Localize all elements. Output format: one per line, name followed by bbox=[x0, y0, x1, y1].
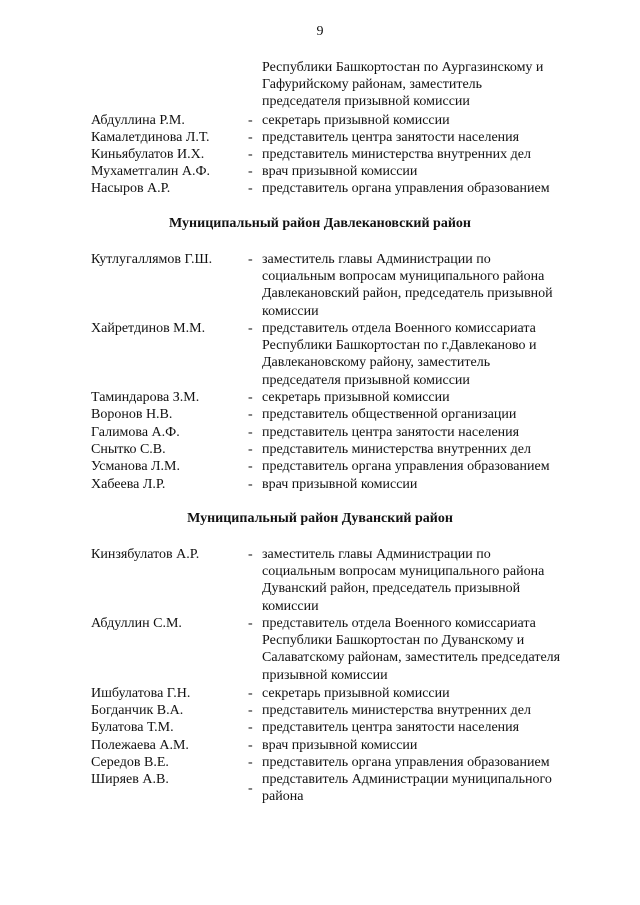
dash: - bbox=[248, 477, 253, 492]
member-name: Хайретдинов М.М. bbox=[91, 321, 206, 336]
member-name: Мухаметгалин А.Ф. bbox=[91, 164, 211, 179]
member-role: секретарь призывной комиссии bbox=[262, 113, 450, 128]
member-name: Булатова Т.М. bbox=[91, 720, 174, 735]
dash: - bbox=[248, 321, 253, 336]
member-name: Ишбулатова Г.Н. bbox=[91, 686, 191, 701]
dash: - bbox=[248, 181, 253, 196]
member-role: представитель органа управления образованием bbox=[262, 755, 550, 770]
member-role: врач призывной комиссии bbox=[262, 164, 418, 179]
member-name: Полежаева А.М. bbox=[91, 738, 189, 753]
dash: - bbox=[248, 164, 253, 179]
dash: - bbox=[248, 425, 253, 440]
member-role: врач призывной комиссии bbox=[262, 477, 418, 492]
member-name: Снытко С.В. bbox=[91, 442, 166, 457]
dash: - bbox=[248, 703, 253, 718]
member-name: Богданчик В.А. bbox=[91, 703, 184, 718]
member-role: представитель министерства внутренних дел bbox=[262, 703, 531, 718]
member-name: Абдуллина Р.М. bbox=[91, 113, 185, 128]
member-name: Середов В.Е. bbox=[91, 755, 169, 770]
dash: - bbox=[248, 113, 253, 128]
continuation-text: Республики Башкортостан по Аургазинскому и Гафурийскому районам, заместитель председателя призывной комиссии bbox=[262, 60, 544, 110]
member-role: врач призывной комиссии bbox=[262, 738, 418, 753]
section-heading-davlekanovsky: Муниципальный район Давлекановский район bbox=[169, 216, 471, 231]
member-role: представитель Администрации муниципального района bbox=[262, 772, 552, 805]
dash: - bbox=[248, 459, 253, 474]
section-heading-duvansky: Муниципальный район Дуванский район bbox=[187, 511, 453, 526]
member-role: заместитель главы Администрации по социальным вопросам муниципального района Дуванский район, председатель призывной комиссии bbox=[262, 547, 545, 614]
member-name: Хабеева Л.Р. bbox=[91, 477, 166, 492]
member-role: представитель органа управления образованием bbox=[262, 181, 550, 196]
dash: - bbox=[248, 407, 253, 422]
member-role: секретарь призывной комиссии bbox=[262, 390, 450, 405]
member-role: заместитель главы Администрации по социальным вопросам муниципального района Давлекановский район, председатель призывной комиссии bbox=[262, 252, 553, 319]
member-name: Киньябулатов И.Х. bbox=[91, 147, 205, 162]
dash: - bbox=[248, 686, 253, 701]
dash: - bbox=[248, 720, 253, 735]
member-name: Абдуллин С.М. bbox=[91, 616, 182, 631]
member-role: представитель общественной организации bbox=[262, 407, 517, 422]
dash: - bbox=[248, 442, 253, 457]
dash: - bbox=[248, 147, 253, 162]
member-role: представитель министерства внутренних дел bbox=[262, 442, 531, 457]
dash: - bbox=[248, 781, 253, 796]
member-name: Насыров А.Р. bbox=[91, 181, 171, 196]
member-name: Кинзябулатов А.Р. bbox=[91, 547, 200, 562]
member-name: Усманова Л.М. bbox=[91, 459, 180, 474]
member-name: Таминдарова З.М. bbox=[91, 390, 200, 405]
member-role: представитель отдела Военного комиссариата Республики Башкортостан по г.Давлеканово и Давлекановскому району, заместитель председателя призывной комиссии bbox=[262, 321, 537, 388]
page-number: 9 bbox=[316, 24, 324, 39]
dash: - bbox=[248, 252, 253, 267]
dash: - bbox=[248, 390, 253, 405]
dash: - bbox=[248, 755, 253, 770]
member-role: представитель органа управления образованием bbox=[262, 459, 550, 474]
member-name: Кутлугаллямов Г.Ш. bbox=[91, 252, 213, 267]
member-name: Ширяев А.В. bbox=[91, 772, 169, 787]
dash: - bbox=[248, 130, 253, 145]
dash: - bbox=[248, 547, 253, 562]
member-name: Воронов Н.В. bbox=[91, 407, 173, 422]
dash: - bbox=[248, 738, 253, 753]
member-name: Камалетдинова Л.Т. bbox=[91, 130, 210, 145]
member-role: представитель центра занятости населения bbox=[262, 130, 520, 145]
member-role: представитель центра занятости населения bbox=[262, 720, 520, 735]
member-role: представитель министерства внутренних дел bbox=[262, 147, 531, 162]
member-role: представитель центра занятости населения bbox=[262, 425, 520, 440]
member-role: представитель отдела Военного комиссариата Республики Башкортостан по Дуванскому и Салаватскому районам, заместитель председателя призывной комиссии bbox=[262, 616, 561, 683]
dash: - bbox=[248, 616, 253, 631]
member-role: секретарь призывной комиссии bbox=[262, 686, 450, 701]
member-name: Галимова А.Ф. bbox=[91, 425, 180, 440]
